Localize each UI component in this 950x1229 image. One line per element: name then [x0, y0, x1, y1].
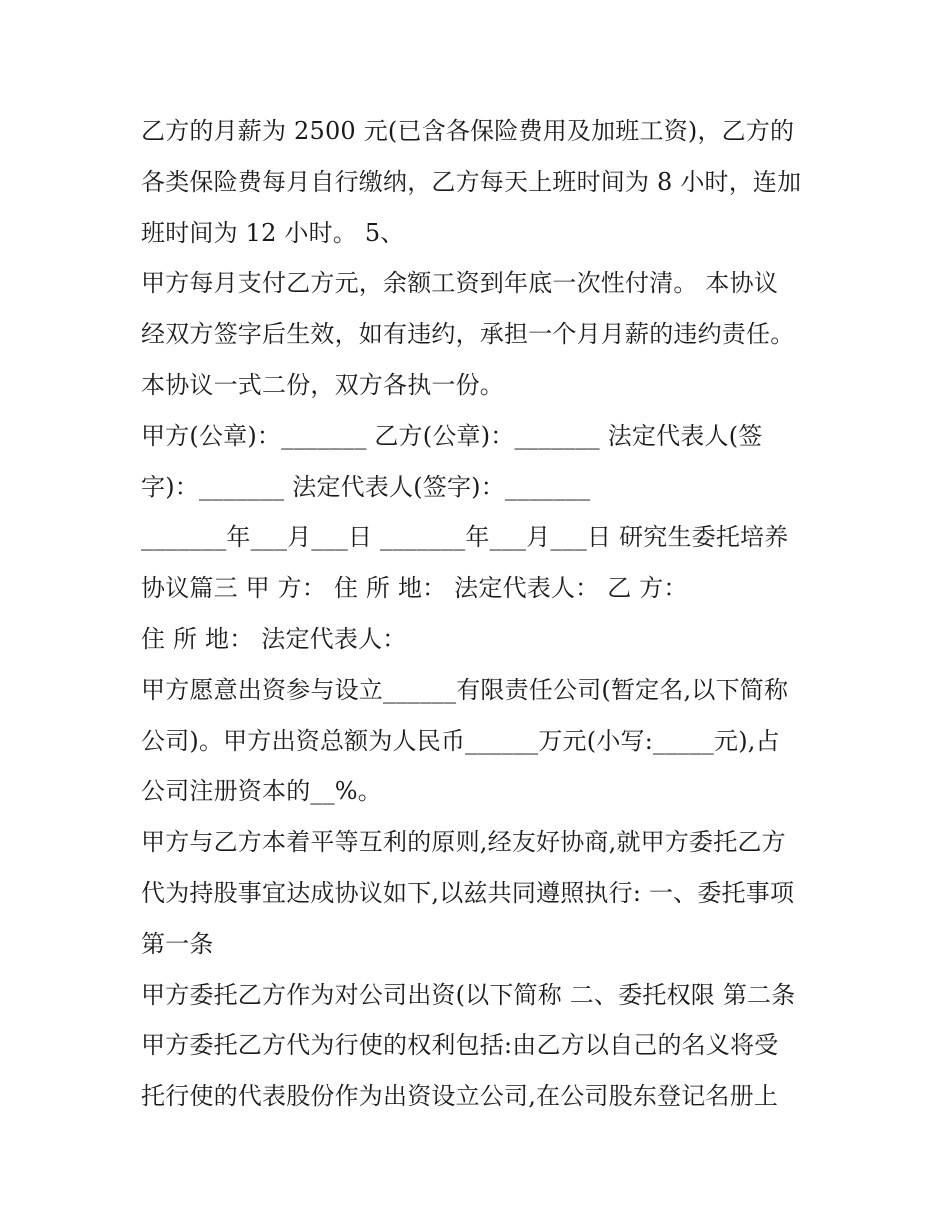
text-line: 甲方(公章)：_______ 乙方(公章)：_______ 法定代表人(签	[141, 421, 763, 450]
text-line: 各类保险费每月自行缴纳，乙方每天上班时间为 8 小时，连加	[141, 167, 802, 196]
text-line: 第一条	[141, 929, 214, 958]
text-line: 本协议一式二份，双方各执一份。	[141, 370, 504, 399]
text-line: 托行使的代表股份作为出资设立公司,在公司股东登记名册上	[141, 1082, 779, 1111]
text-line: _______年___月___日 _______年___月___日 研究生委托培养	[141, 523, 789, 552]
text-line: 班时间为 12 小时。 5、	[141, 218, 405, 247]
text-line: 公司)。甲方出资总额为人民币______万元(小写:_____元),占	[141, 726, 780, 755]
text-line: 住 所 地： 法定代表人：	[141, 624, 407, 653]
text-line: 协议篇三 甲 方： 住 所 地： 法定代表人： 乙 方：	[141, 574, 688, 603]
text-line: 甲方愿意出资参与设立______有限责任公司(暂定名,以下简称	[141, 675, 789, 704]
text-line: 甲方委托乙方代为行使的权利包括:由乙方以自己的名义将受	[141, 1031, 779, 1060]
text-line: 甲方委托乙方作为对公司出资(以下简称 二、委托权限 第二条	[141, 980, 796, 1009]
text-line: 公司注册资本的__%。	[141, 777, 383, 806]
text-line: 字)：_______ 法定代表人(签字)：_______	[141, 472, 591, 501]
text-line: 甲方与乙方本着平等互利的原则,经友好协商,就甲方委托乙方	[141, 828, 786, 857]
text-line: 代为持股事宜达成协议如下,以兹共同遵照执行: 一、委托事项	[141, 878, 795, 907]
document-body	[141, 106, 821, 1122]
text-line: 乙方的月薪为 2500 元(已含各保险费用及加班工资)，乙方的	[141, 117, 795, 145]
text-line: 甲方每月支付乙方元，余额工资到年底一次性付清。 本协议	[141, 269, 779, 298]
text-line: 经双方签字后生效，如有违约，承担一个月月薪的违约责任。	[141, 320, 795, 349]
